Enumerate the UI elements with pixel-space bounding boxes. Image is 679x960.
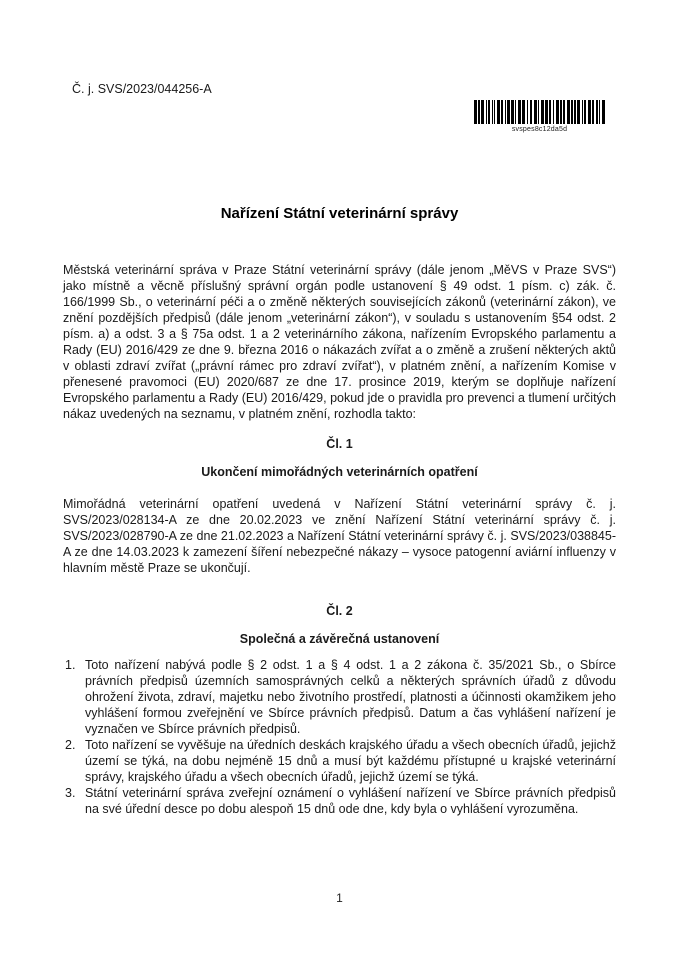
barcode	[471, 100, 608, 134]
clause-item: Toto nařízení nabývá podle § 2 odst. 1 a § 4 odst. 1 a 2 zákona č. 35/2021 Sb., o Sbírce právních předpisů územních samosprávných celků a některých správních úřadů z důvodu ohrožení života, zdraví, majetku nebo životního prostředí, platnosti a účinnosti okamžikem jeho vyhlášení formou zveřejnění ve Sbírce právních předpisů. Datum a čas vyhlášení nařízení je vyznačen ve Sbírce právních předpisů.	[85, 658, 616, 736]
article-1-heading: Ukončení mimořádných veterinárních opatření	[201, 465, 478, 479]
clause-item: Státní veterinární správa zveřejní oznámení o vyhlášení nařízení ve Sbírce právních předpisů na své úřední desce po dobu alespoň 15 dnů ode dne, kdy byla o vyhlášení vyrozuměna.	[85, 786, 616, 816]
article-2-clause-list	[63, 657, 616, 817]
article-2-number: Čl. 2	[326, 604, 353, 618]
article-2-heading: Společná a závěrečná ustanovení	[239, 632, 440, 646]
page-number: 1	[336, 891, 343, 905]
barcode-icon	[471, 100, 608, 124]
barcode-label: svspes8c12da5d	[511, 126, 568, 133]
clause-item: Toto nařízení se vyvěšuje na úředních deskách krajského úřadu a všech obecních úřadů, jejichž území se týká, na dobu nejméně 15 dnů a musí být každému přístupné u krajské veterinární správy, krajského úřadu a všech obecních úřadů, jejichž území se týká.	[85, 738, 616, 784]
document-title: Nařízení Státní veterinární správy	[220, 205, 459, 223]
intro-paragraph: Městská veterinární správa v Praze Státní veterinární správy (dále jenom „MěVS v Praze SVS“) jako místně a věcně příslušný správní orgán podle ustanovení § 49 odst. 1 písm. c) zák. č. 166/1999 Sb., o veterinární péči a o změně některých souvisejících zákonů (veterinární zákon), ve znění pozdějších předpisů (dále jenom „veterinární zákon“), v souladu s ustanovením §54 odst. 2 písm. a) a odst. 3 a § 75a odst. 1 a 2 veterinárního zákona, nařízením Evropského parlamentu a Rady (EU) 2016/429 ze dne 9. března 2016 o nákazách zvířat a o změně a zrušení některých aktů v oblasti zdraví zvířat („právní rámec pro zdraví zvířat“), v platném znění, a nařízením Komise v přenesené pravomoci (EU) 2020/687 ze dne 17. prosince 2019, kterým se doplňuje nařízení Evropského parlamentu a Rady (EU) 2016/429, pokud jde o pravidla pro prevenci a tlumení určitých nákaz uvedených na seznamu, v platném znění, rozhodla takto:	[63, 263, 616, 421]
reference-number: Č. j. SVS/2023/044256-A	[72, 82, 212, 96]
article-1-number: Čl. 1	[326, 437, 353, 451]
article-1-body: Mimořádná veterinární opatření uvedená v Nařízení Státní veterinární správy č. j. SVS/2023/028134-A ze dne 20.02.2023 ve znění Nařízení Státní veterinární správy č. j. SVS/2023/028790-A ze dne 21.02.2023 a Nařízení Státní veterinární správy č. j. SVS/2023/038845-A ze dne 14.03.2023 k zamezení šíření nebezpečné nákazy – vysoce patogenní aviární influenzy v hlavním městě Praze se ukončují.	[63, 497, 616, 575]
document-body	[63, 262, 616, 817]
